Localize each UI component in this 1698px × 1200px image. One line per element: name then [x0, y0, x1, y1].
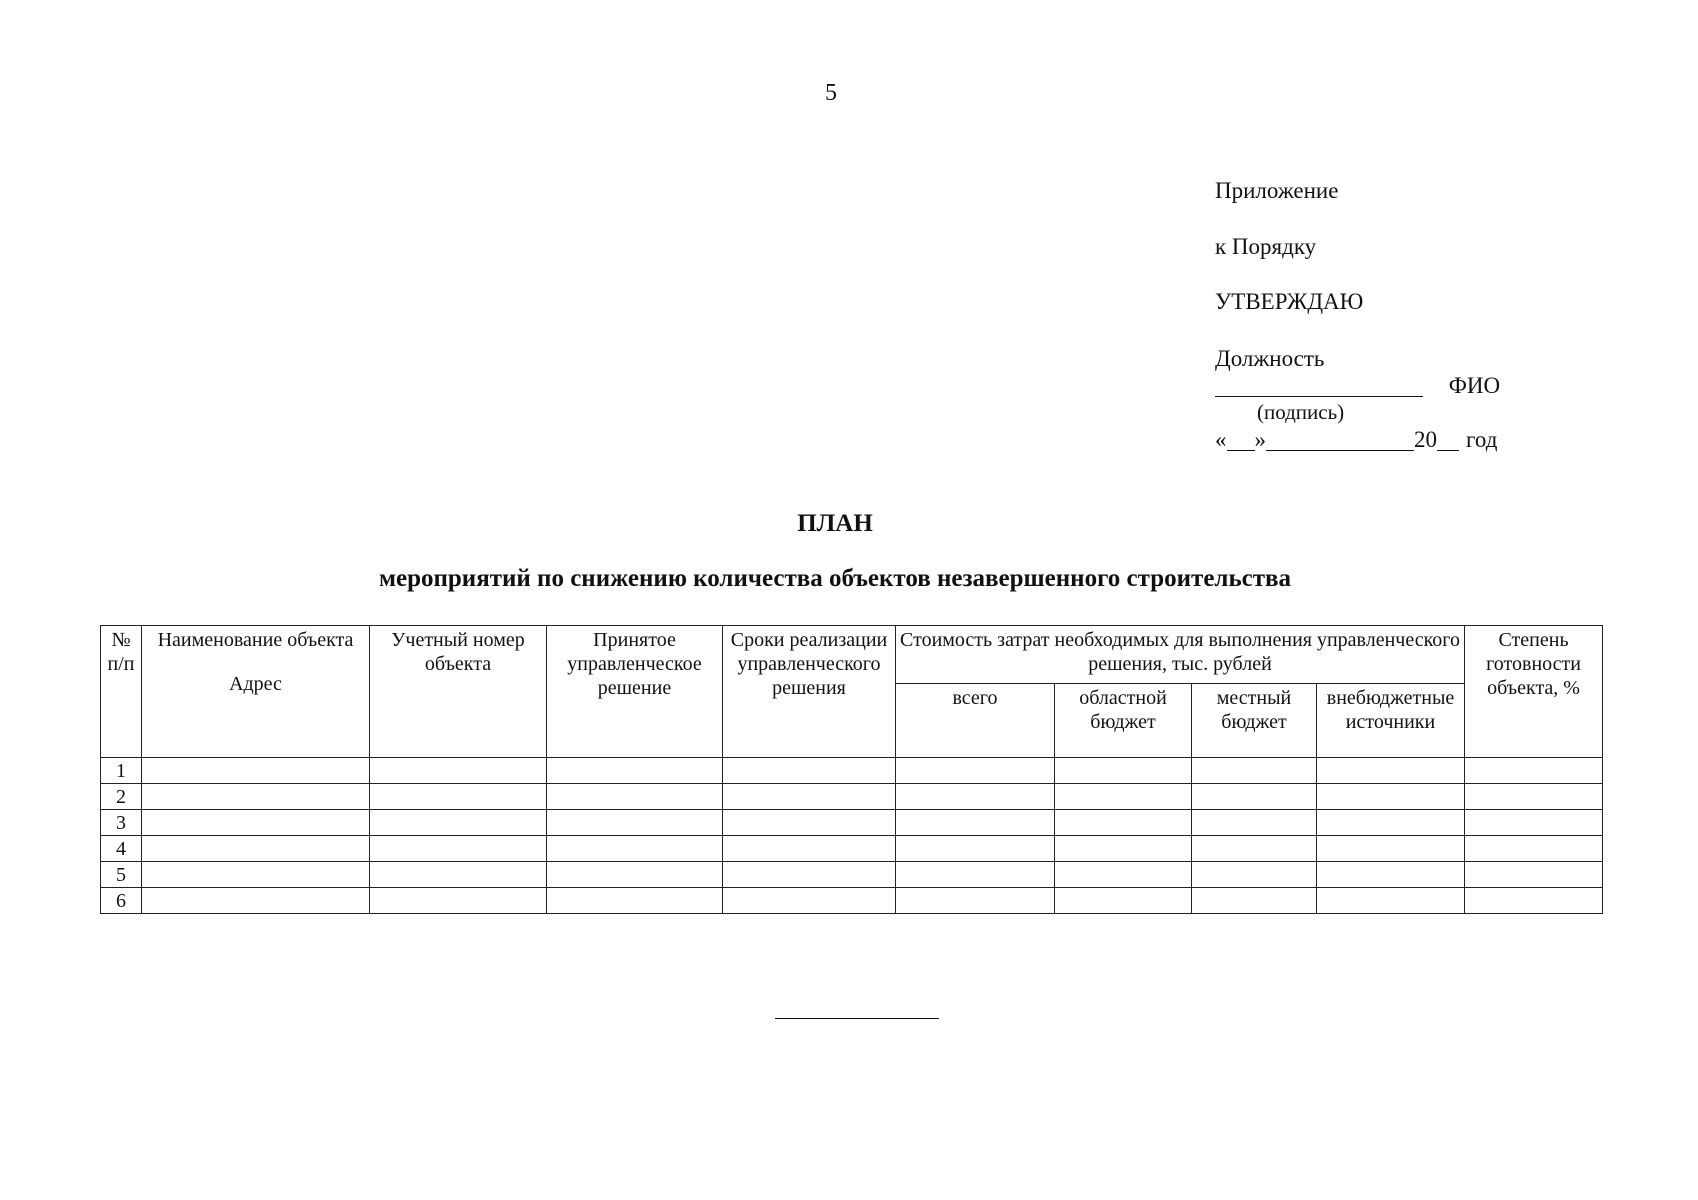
header-extra: внебюджетные источники — [1317, 684, 1465, 758]
cell-terms — [723, 888, 896, 914]
signature-caption: (подпись) — [1257, 400, 1345, 424]
cell-total — [896, 888, 1055, 914]
cell-readiness — [1465, 836, 1603, 862]
cell-decision — [547, 836, 723, 862]
cell-name — [142, 758, 370, 784]
row-number: 4 — [101, 836, 142, 862]
cell-readiness — [1465, 784, 1603, 810]
document-subtitle: мероприятий по снижению количества объектов незавершенного строительства — [378, 565, 1292, 592]
fio-label: ФИО — [1448, 373, 1501, 398]
cell-name — [142, 862, 370, 888]
date-line — [1215, 428, 1497, 451]
appendix-label: Приложение — [1215, 178, 1339, 203]
header-cost-group: Стоимость затрат необходимых для выполнения управленческого решения, тыс. рублей — [896, 626, 1465, 684]
cell-account — [370, 862, 547, 888]
cell-extra — [1317, 784, 1465, 810]
cell-decision — [547, 888, 723, 914]
signature-line — [1215, 374, 1500, 397]
header-num: № п/п — [101, 626, 142, 758]
cell-total — [896, 836, 1055, 862]
cell-regional — [1055, 888, 1192, 914]
cell-decision — [547, 810, 723, 836]
cell-regional — [1055, 784, 1192, 810]
cell-readiness — [1465, 810, 1603, 836]
date-quote-close: » — [1254, 427, 1266, 452]
header-address-label: Адрес — [229, 673, 282, 695]
cell-regional — [1055, 836, 1192, 862]
table-row — [101, 888, 1603, 914]
cell-regional — [1055, 758, 1192, 784]
cell-local — [1192, 888, 1317, 914]
cell-regional — [1055, 810, 1192, 836]
table-row — [101, 836, 1603, 862]
header-account: Учетный номер объекта — [370, 626, 547, 758]
row-number: 6 — [101, 888, 142, 914]
table-row — [101, 784, 1603, 810]
cell-name — [142, 810, 370, 836]
cell-terms — [723, 836, 896, 862]
cell-extra — [1317, 810, 1465, 836]
cell-total — [896, 758, 1055, 784]
signature-blank — [1215, 376, 1423, 397]
cell-account — [370, 810, 547, 836]
order-label: к Порядку — [1215, 234, 1317, 259]
year-prefix: 20 — [1414, 427, 1437, 452]
row-number: 5 — [101, 862, 142, 888]
header-total: всего — [896, 684, 1055, 758]
header-name — [142, 626, 370, 758]
header-decision: Принятое управленческое решение — [547, 626, 723, 758]
cell-extra — [1317, 888, 1465, 914]
cell-total — [896, 784, 1055, 810]
cell-account — [370, 758, 547, 784]
cell-terms — [723, 810, 896, 836]
cell-decision — [547, 862, 723, 888]
cell-name — [142, 784, 370, 810]
cell-terms — [723, 784, 896, 810]
year-suffix: год — [1466, 427, 1498, 452]
cell-terms — [723, 862, 896, 888]
cell-account — [370, 836, 547, 862]
table-row — [101, 862, 1603, 888]
document-title: ПЛАН — [797, 510, 873, 537]
cell-local — [1192, 862, 1317, 888]
header-regional: областной бюджет — [1055, 684, 1192, 758]
table-row — [101, 758, 1603, 784]
year-blank — [1437, 430, 1459, 451]
page-number: 5 — [825, 80, 837, 106]
cell-name — [142, 888, 370, 914]
cell-readiness — [1465, 888, 1603, 914]
cell-name — [142, 836, 370, 862]
cell-account — [370, 888, 547, 914]
cell-regional — [1055, 862, 1192, 888]
cell-total — [896, 862, 1055, 888]
cell-account — [370, 784, 547, 810]
header-local: местный бюджет — [1192, 684, 1317, 758]
row-number: 1 — [101, 758, 142, 784]
cell-extra — [1317, 836, 1465, 862]
cell-decision — [547, 784, 723, 810]
footer-divider — [775, 1018, 939, 1019]
cell-local — [1192, 784, 1317, 810]
approve-label: УТВЕРЖДАЮ — [1215, 289, 1364, 314]
header-terms: Сроки реализации управленческого решения — [723, 626, 896, 758]
row-number: 2 — [101, 784, 142, 810]
cell-readiness — [1465, 758, 1603, 784]
cell-local — [1192, 810, 1317, 836]
cell-decision — [547, 758, 723, 784]
month-blank — [1266, 430, 1414, 451]
cell-readiness — [1465, 862, 1603, 888]
cell-terms — [723, 758, 896, 784]
table-row — [101, 810, 1603, 836]
cell-extra — [1317, 758, 1465, 784]
header-readiness: Степень готовности объекта, % — [1465, 626, 1603, 758]
position-label: Должность — [1215, 346, 1325, 371]
cell-total — [896, 810, 1055, 836]
cell-extra — [1317, 862, 1465, 888]
cell-local — [1192, 836, 1317, 862]
cell-local — [1192, 758, 1317, 784]
plan-table — [100, 625, 1603, 914]
day-blank — [1227, 430, 1255, 451]
header-name-label: Наименование объекта — [157, 629, 354, 651]
row-number: 3 — [101, 810, 142, 836]
date-quote-open: « — [1215, 427, 1227, 452]
